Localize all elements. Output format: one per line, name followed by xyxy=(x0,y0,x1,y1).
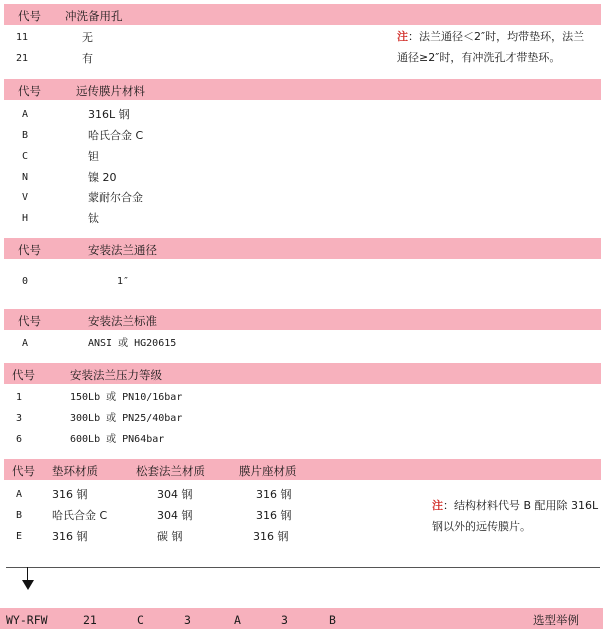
row-value: 300Lb 或 PN25/40bar xyxy=(70,413,183,424)
header-code-label: 代号 xyxy=(18,314,41,328)
note-line: 通径≥2″时，有冲洗孔才带垫环。 xyxy=(397,51,561,64)
note-flange-ring xyxy=(397,26,603,68)
header-gasket-material: 垫环材质 xyxy=(52,464,98,478)
row-lap-flange: 304 钢 xyxy=(157,509,193,522)
row-value: 镍 20 xyxy=(88,171,117,184)
row-code: 1 xyxy=(16,392,23,403)
row-code: B xyxy=(22,130,29,141)
row-gasket: 316 钢 xyxy=(52,488,88,501)
row-value: 316L 钢 xyxy=(88,108,130,121)
header-diaphragm-seat-material: 膜片座材质 xyxy=(239,464,297,478)
row-code: 21 xyxy=(16,53,29,64)
down-arrow-icon xyxy=(22,580,34,590)
header-code-label: 代号 xyxy=(18,243,41,257)
row-code: A xyxy=(22,109,29,120)
header-code-label: 代号 xyxy=(12,368,35,382)
row-value: ANSI 或 HG20615 xyxy=(88,338,177,349)
row-code: A xyxy=(22,338,29,349)
section-header-structure-material xyxy=(4,459,601,480)
example-code: B xyxy=(329,613,336,627)
divider-line xyxy=(6,567,600,568)
row-value: 有 xyxy=(82,52,93,65)
note-structure-material xyxy=(432,495,602,537)
header-title: 安装法兰标准 xyxy=(88,314,157,328)
section-header-flange-standard xyxy=(4,309,601,330)
row-code: N xyxy=(22,172,29,183)
section-header-flush-port xyxy=(4,4,601,25)
row-code: E xyxy=(16,531,23,542)
row-value: 钽 xyxy=(88,150,99,163)
row-value: 无 xyxy=(82,31,93,44)
row-value: 蒙耐尔合金 xyxy=(88,191,143,204)
selection-example-bar xyxy=(0,608,603,629)
row-code: V xyxy=(22,192,29,203)
row-seat: 316 钢 xyxy=(256,509,292,522)
row-gasket: 哈氏合金 C xyxy=(52,509,108,522)
row-code: 3 xyxy=(16,413,23,424)
row-seat: 316 钢 xyxy=(256,488,292,501)
row-lap-flange: 304 钢 xyxy=(157,488,193,501)
row-value: 哈氏合金 C xyxy=(88,129,144,142)
row-seat: 316 钢 xyxy=(253,530,289,543)
row-lap-flange: 碳 钢 xyxy=(157,530,183,543)
header-title: 安装法兰通径 xyxy=(88,243,157,257)
note-prefix: 注 xyxy=(432,499,443,512)
header-title: 冲洗备用孔 xyxy=(65,9,123,23)
example-code: 21 xyxy=(83,613,97,627)
example-model: WY-RFW xyxy=(6,613,48,627)
section-header-diaphragm-material xyxy=(4,79,601,100)
row-code: H xyxy=(22,213,29,224)
note-prefix: 注 xyxy=(397,30,408,43)
header-title: 安装法兰压力等级 xyxy=(70,368,162,382)
note-line: ：结构材料代号 B 配用除 316L xyxy=(443,499,599,512)
section-header-pressure-rating xyxy=(4,363,601,384)
header-lap-flange-material: 松套法兰材质 xyxy=(136,464,205,478)
row-gasket: 316 钢 xyxy=(52,530,88,543)
row-value: 600Lb 或 PN64bar xyxy=(70,434,165,445)
header-title: 远传膜片材料 xyxy=(76,84,145,98)
example-code: A xyxy=(234,613,241,627)
row-code: B xyxy=(16,510,23,521)
row-code: A xyxy=(16,489,23,500)
header-code-label: 代号 xyxy=(18,84,41,98)
row-code: C xyxy=(22,151,29,162)
example-code: C xyxy=(137,613,144,627)
header-code-label: 代号 xyxy=(12,464,35,478)
note-line: 钢以外的远传膜片。 xyxy=(432,520,531,533)
row-code: 11 xyxy=(16,32,29,43)
row-code: 6 xyxy=(16,434,23,445)
row-value: 钛 xyxy=(88,212,99,225)
row-value: 150Lb 或 PN10/16bar xyxy=(70,392,183,403)
example-code: 3 xyxy=(184,613,191,627)
note-line: ：法兰通径＜2″时，均带垫环，法兰 xyxy=(408,30,585,43)
header-code-label: 代号 xyxy=(18,9,41,23)
section-header-flange-size xyxy=(4,238,601,259)
row-value: 1″ xyxy=(117,276,130,287)
row-code: 0 xyxy=(22,276,29,287)
example-code: 3 xyxy=(281,613,288,627)
down-arrow-stem xyxy=(27,567,28,581)
example-label: 选型举例 xyxy=(533,613,579,627)
